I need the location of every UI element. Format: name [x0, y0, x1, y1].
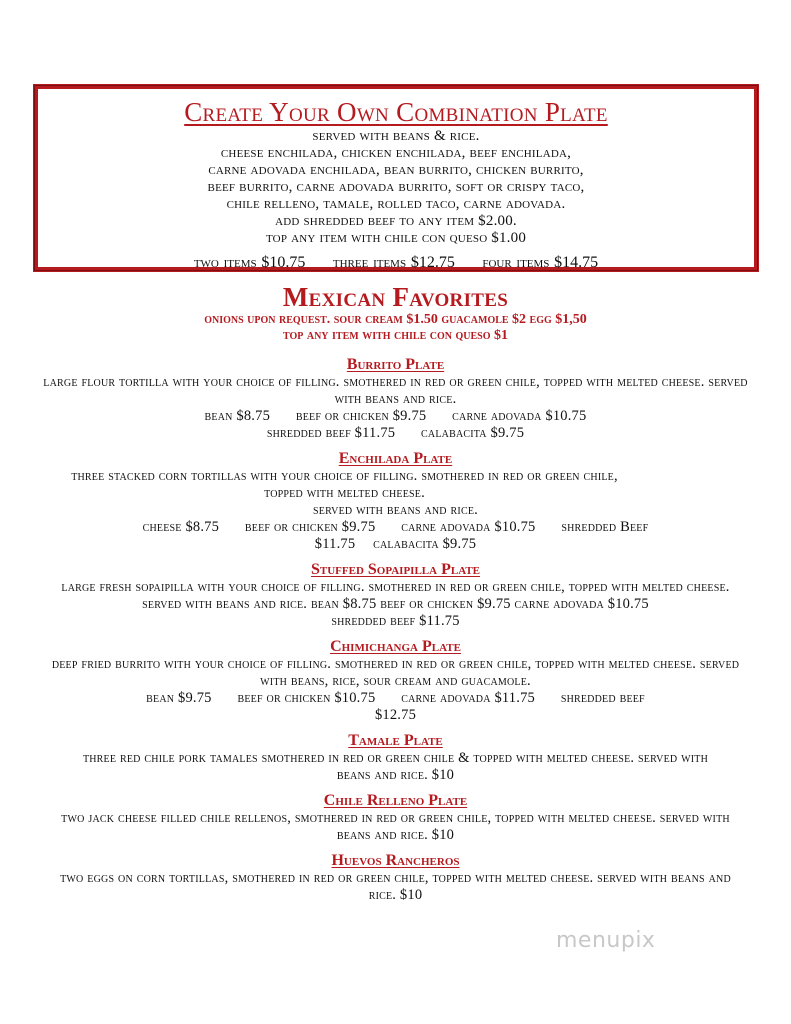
combo-line: beef burrito, carne adovada burrito, soft or crispy taco, — [207, 179, 585, 195]
item-description-line: served with beans and rice. — [313, 502, 478, 518]
item-description: two jack cheese filled chile rellenos, smothered in red or green chile, topped with melted cheese. served with beans and rice. $10 — [61, 810, 730, 843]
combo-line: add shredded beef to any item $2.00. — [275, 213, 517, 229]
item-price: beef or chicken $9.75 — [244, 519, 376, 535]
item-price-line — [10, 408, 781, 425]
four-items-price: $14.75 — [554, 254, 599, 271]
three-items-label: three items — [332, 255, 407, 271]
item-description: three red chile pork tamales smothered in red or green chile & topped with melted cheese. served with beans and rice. $10 — [82, 750, 709, 783]
menu-item-chile-relleno-plate — [10, 792, 781, 844]
item-description: large fresh sopaipilla with your choice of filling. smothered in red or green chile, topped with melted cheese. served with beans and rice. bean $8.75 beef or chicken $9.75 carne adovada $10.75 — [61, 579, 730, 612]
item-price: carne adovada $11.75 — [401, 690, 535, 706]
combo-line: cheese enchilada, chicken enchilada, beef enchilada, — [220, 145, 572, 161]
menu-item-huevos-rancheros — [10, 852, 781, 904]
combination-prices — [38, 254, 754, 272]
combination-plate-lines — [38, 128, 754, 247]
item-title: Chimichanga Plate — [330, 638, 461, 655]
item-title: Huevos Rancheros — [331, 852, 460, 869]
combo-line: chile relleno, tamale, rolled taco, carne adovada. — [226, 196, 566, 212]
item-price: shredded Beef — [561, 519, 649, 535]
menu-item-burrito-plate — [10, 356, 781, 442]
item-price: cheese $8.75 — [142, 519, 220, 535]
item-price: $12.75 — [374, 707, 417, 723]
item-description: large flour tortilla with your choice of filling. smothered in red or green chile, topped with melted cheese. served with beans and rice. — [43, 374, 748, 407]
menu-item-stuffed-sopaipilla-plate — [10, 561, 781, 630]
favorites-note: onions upon request. sour cream $1.50 guacamole $2 egg $1,50 — [204, 312, 587, 327]
item-price: beef or chicken $10.75 — [237, 690, 376, 706]
item-price-line — [10, 613, 781, 630]
item-price-line — [10, 707, 781, 724]
item-price: calabacita $9.75 — [421, 425, 525, 441]
item-price: shredded beef $11.75 — [331, 613, 460, 629]
item-price-line — [10, 536, 781, 553]
item-price: carne adovada $10.75 — [452, 408, 587, 424]
two-items-label: two items — [193, 255, 257, 271]
menu-item-chimichanga-plate — [10, 638, 781, 724]
item-price: shredded beef $11.75 — [266, 425, 396, 441]
combination-plate-box — [33, 84, 759, 272]
item-price-line — [10, 519, 781, 536]
three-items-price: $12.75 — [410, 254, 455, 271]
menupix-watermark: menupix — [556, 928, 656, 953]
item-title: Chile Relleno Plate — [323, 792, 468, 809]
mexican-favorites-title: Mexican Favorites — [282, 282, 509, 312]
four-items-label: four items — [482, 255, 550, 271]
item-title: Burrito Plate — [346, 356, 445, 373]
item-title: Enchilada Plate — [338, 450, 453, 467]
item-description: two eggs on corn tortillas, smothered in red or green chile, topped with melted cheese. served with beans and rice. $10 — [60, 870, 731, 903]
combo-line: carne adovada enchilada, bean burrito, chicken burrito, — [208, 162, 584, 178]
item-price: beef or chicken $9.75 — [295, 408, 427, 424]
item-description: three stacked corn tortillas with your choice of filling. smothered in red or green chile, topped with melted cheese. — [71, 468, 618, 501]
item-price: bean $9.75 — [146, 690, 212, 706]
favorites-note: top any item with chile con queso $1 — [282, 328, 508, 343]
item-price: $11.75 — [314, 536, 356, 552]
item-title: Tamale Plate — [348, 732, 443, 749]
item-price: carne adovada $10.75 — [401, 519, 536, 535]
item-price-line — [10, 690, 781, 707]
item-price-line — [10, 425, 781, 442]
menu-item-tamale-plate — [10, 732, 781, 784]
mexican-favorites-section — [10, 282, 781, 904]
two-items-price: $10.75 — [261, 254, 306, 271]
item-price: calabacita $9.75 — [373, 536, 477, 552]
item-description: deep fried burrito with your choice of filling. smothered in red or green chile, topped with melted cheese. served with beans, rice, sour cream and guacamole. — [51, 656, 740, 689]
item-price: shredded beef — [560, 690, 645, 706]
combination-plate-title: Create Your Own Combination Plate — [184, 97, 608, 127]
combo-line: top any item with chile con queso $1.00 — [265, 230, 527, 246]
combo-line: served with beans & rice. — [312, 128, 480, 144]
menu-item-enchilada-plate — [10, 450, 781, 553]
item-price: bean $8.75 — [204, 408, 271, 424]
item-title: Stuffed Sopaipilla Plate — [310, 561, 480, 578]
